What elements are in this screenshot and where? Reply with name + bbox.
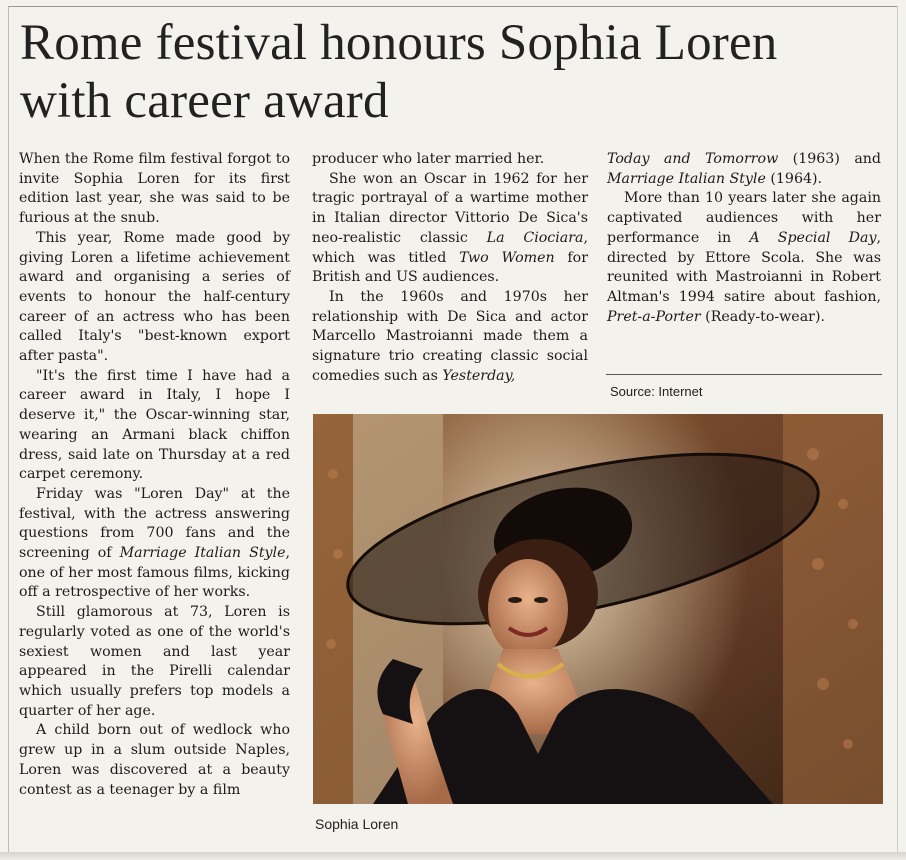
film-title: Yesterday, bbox=[442, 367, 516, 384]
paragraph bbox=[19, 485, 290, 603]
film-title: Marriage Italian Style bbox=[119, 545, 286, 562]
paragraph bbox=[607, 189, 881, 327]
text-run: , which was titled bbox=[312, 229, 588, 266]
text-run: , directed by Ettore Scola. She was reunited with Mastroianni in Robert Altman's 1994 satire about fashion, bbox=[607, 229, 882, 305]
photo-caption: Sophia Loren bbox=[315, 816, 399, 832]
text-run: Friday was "Loren Day" at the festival, with the actress answering questions from 700 fans and the screening of bbox=[19, 485, 290, 562]
film-title: Marriage Italian Style bbox=[607, 170, 766, 187]
text-run: More than 10 years later she again captivated audiences with her performance in bbox=[607, 190, 881, 246]
photo-illustration bbox=[313, 414, 883, 804]
paragraph bbox=[607, 150, 881, 189]
source-credit: Source: Internet bbox=[610, 384, 703, 399]
film-title: Two Women bbox=[459, 249, 555, 266]
photo-sophia-loren bbox=[313, 414, 883, 804]
text-run: , one of her most famous films, kicking off a retrospective of her works. bbox=[19, 545, 290, 601]
text-run: for British and US audiences. bbox=[312, 249, 588, 286]
text-run: (1964). bbox=[765, 170, 823, 187]
headline-line-1: Rome festival honours Sophia Loren bbox=[20, 15, 778, 71]
article-column-3 bbox=[607, 150, 881, 327]
headline-line-2: with career award bbox=[20, 73, 389, 129]
paragraph: When the Rome film festival forgot to invite Sophia Loren for its first edition last year, she was said to be furious at the snub. bbox=[19, 151, 290, 227]
film-title: La Ciociara bbox=[486, 229, 584, 246]
paragraph: producer who later married her. bbox=[312, 151, 545, 167]
paragraph: "It's the first time I have had a career award in Italy, I hope I deserve it," the Oscar-winning star, wearing an Armani black chiffon dress, said late on Thursday at a red carpet ceremony. bbox=[19, 367, 290, 483]
text-run: In the 1960s and 1970s her relationship with De Sica and actor Marcello Mastroianni made them a signature trio creating classic social comedies such as bbox=[312, 288, 588, 384]
paragraph bbox=[312, 288, 588, 387]
headline bbox=[20, 14, 880, 130]
paragraph: Still glamorous at 73, Loren is regularly voted as one of the world's sexiest women and last year appeared in the Pirelli calendar which usually prefers top models a quarter of her age. bbox=[19, 604, 290, 719]
film-title: Today and Tomorrow bbox=[607, 151, 779, 167]
paragraph: A child born out of wedlock who grew up in a slum outside Naples, Loren was discovered at a beauty contest as a teenager by a film bbox=[19, 722, 290, 798]
film-title: A Special Day bbox=[749, 229, 877, 246]
text-run: (1963) and bbox=[778, 151, 881, 167]
article-column-1 bbox=[19, 150, 290, 800]
text-run: (Ready-to-wear). bbox=[700, 308, 825, 325]
article-column-2 bbox=[312, 150, 588, 386]
film-title: Pret-a-Porter bbox=[607, 308, 701, 325]
paragraph bbox=[312, 170, 588, 288]
source-divider bbox=[606, 374, 882, 375]
paragraph: This year, Rome made good by giving Loren a lifetime achievement award and organising a series of events to honour the half-century career of an actress who has been called Italy's "best-known export after pasta". bbox=[19, 229, 290, 365]
page-edge bbox=[0, 852, 906, 860]
text-run: She won an Oscar in 1962 for her tragic portrayal of a wartime mother in Italian director Vittorio De Sica's neo-realistic classic bbox=[312, 170, 588, 246]
